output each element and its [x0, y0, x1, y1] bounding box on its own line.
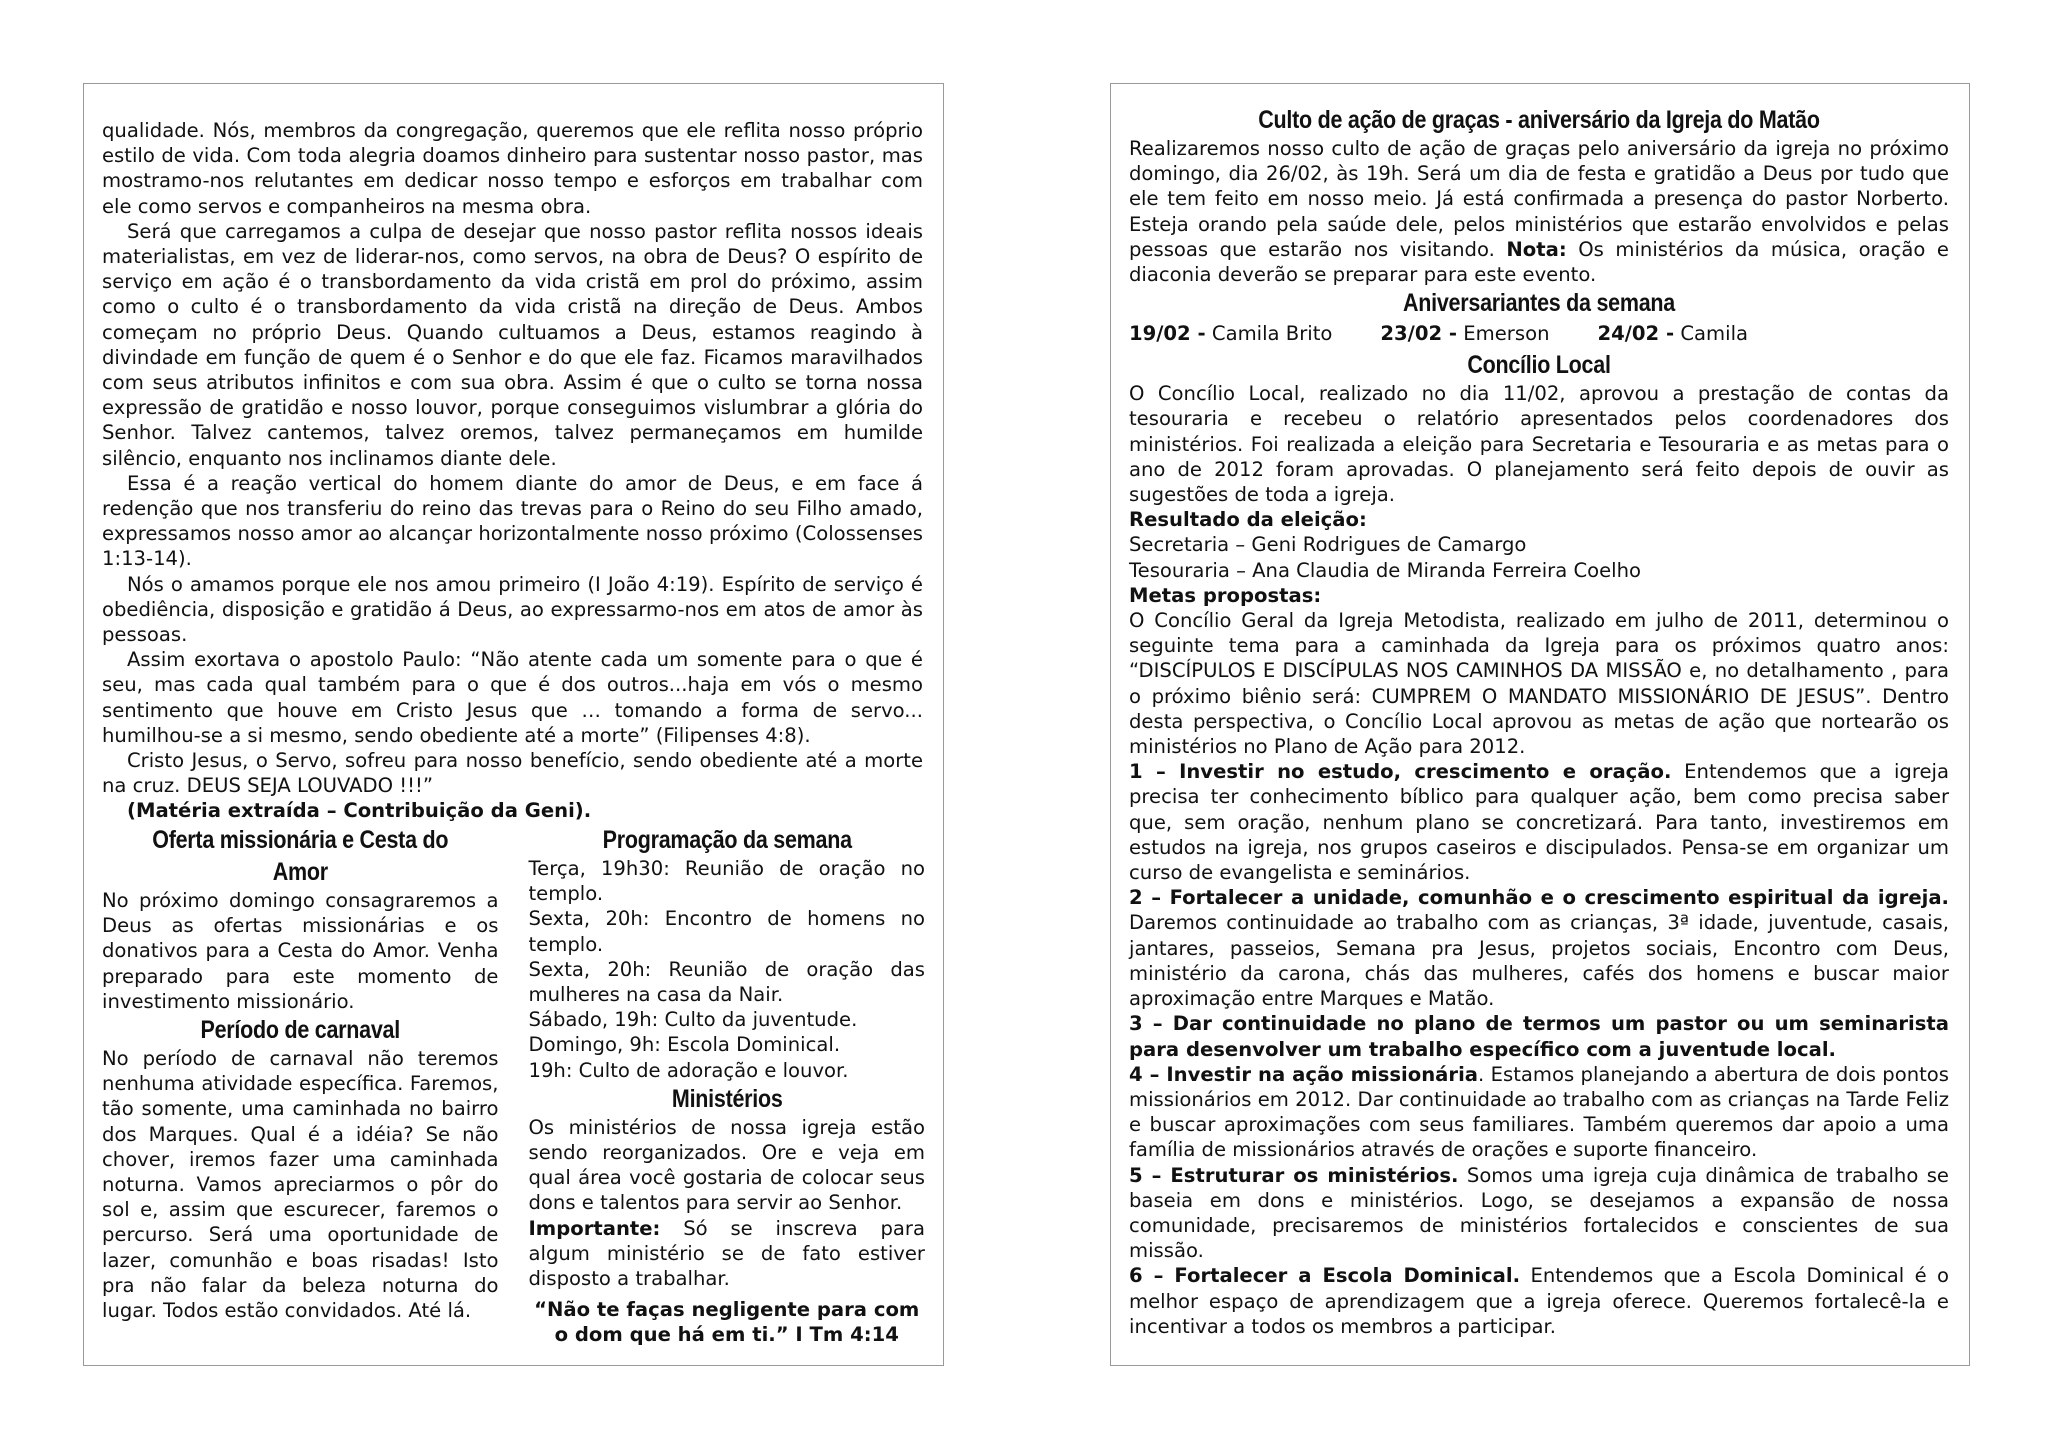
birthday-date: 24/02 -	[1597, 322, 1675, 346]
birthday-name: Emerson	[1457, 322, 1550, 346]
culto-text	[1129, 136, 1949, 287]
meta-text: Entendemos que a igreja precisa ter conhecimento bíblico para qualquer ação, bem como precisa saber que, sem oração, nenhum plano se concretizará. Para tanto, investiremos em estudos na igreja, nos grupos caseiros e discipulados. Pensa-se em organizar um curso de evangelista e seminários.	[1129, 760, 1949, 885]
meta-item	[1129, 1011, 1949, 1061]
culto-body: Realizaremos nosso culto de ação de graças pelo aniversário da igreja no próximo domingo, dia 26/02, às 19h. Será um dia de festa e gratidão a Deus por tudo que ele tem feito em nosso meio. Já está confirmada a presença do pastor Norberto. Esteja orando pela saúde dele, pelos ministérios que estarão envolvidos e pelas pessoas que estarão nos visitando.	[1129, 137, 1949, 261]
right-page	[1110, 83, 1970, 1366]
birthday-item	[1380, 321, 1549, 347]
meta-text: . Estamos planejando a abertura de dois pontos missionários em 2012. Dar continuidade ao trabalho com as crianças na Tarde Feliz e buscar aproximações com seus familiares. Também queremos dar apoio a uma família de missionários através de orações e suporte financeiro.	[1129, 1062, 1949, 1162]
meta-item	[1129, 1263, 1949, 1339]
oferta-text: No próximo domingo consagraremos a Deus as ofertas missionárias e os donativos para a Cesta do Amor. Venha preparado para este momento de investimento missionário.	[102, 889, 499, 1013]
secretaria: Secretaria – Geni Rodrigues de Camargo	[1129, 533, 1527, 557]
programacao-item: Terça, 19h30: Reunião de oração no templo.	[528, 857, 925, 906]
article-credit: (Matéria extraída – Contribuição da Geni).	[127, 799, 592, 823]
birthday-item	[1597, 321, 1748, 347]
article-paragraph: Será que carregamos a culpa de desejar que nosso pastor reflita nossos ideais materialistas, em vez de liderar-nos, como servos, na obra de Deus? O espírito de serviço em ação é o transbordamento da vida cristã em prol do próximo, assim como o culto é o transbordamento da vida cristã na direção de Deus. Ambos começam no próprio Deus. Quando cultuamos a Deus, estamos reagindo à divindade em função de quem é o Senhor e do que ele faz. Ficamos maravilhados com seus atributos infinitos e com sua obra. Assim é que o culto se torna nossa expressão de gratidão e nosso louvor, porque conseguimos vislumbrar a glória do Senhor. Talvez cantemos, talvez oremos, talvez permaneçamos em humilde silêncio, enquanto nos inclinamos diante dele.	[102, 219, 923, 470]
meta-title: 3 – Dar continuidade no plano de termos um pastor ou um seminarista para desenvolver um trabalho específico com a juventude local.	[1129, 1012, 1949, 1061]
meta-title: 6 – Fortalecer a Escola Dominical.	[1129, 1264, 1521, 1288]
birthday-name: Camila Brito	[1205, 322, 1333, 346]
meta-text: Entendemos que a Escola Dominical é o melhor espaço de aprendizagem que a igreja oferece. Queremos fortalecê-la e incentivar a todos os membros a participar.	[1129, 1264, 1950, 1338]
ministerios-title: Ministérios	[671, 1084, 783, 1113]
resultado-label: Resultado da eleição:	[1129, 508, 1367, 532]
programacao-item: Sexta, 20h: Reunião de oração das mulheres na casa da Nair.	[528, 957, 925, 1007]
article-paragraph: qualidade. Nós, membros da congregação, queremos que ele reflita nosso próprio estilo de vida. Com toda alegria doamos dinheiro para sustentar nosso pastor, mas mostramo-nos relutantes em dedicar nosso tempo e esforços em trabalhar com ele como servos e companheiros na mesma obra.	[102, 119, 923, 218]
nota-text: Os ministérios da música, oração e diaconia deverão se preparar para este evento.	[1129, 237, 1949, 287]
tesouraria: Tesouraria – Ana Claudia de Miranda Ferreira Coelho	[1129, 558, 1642, 582]
nota-label: Nota:	[1506, 237, 1567, 261]
right-content	[1129, 104, 1949, 1339]
programacao-item: 19h: Culto de adoração e louvor.	[528, 1058, 849, 1082]
left-page	[83, 83, 944, 1366]
programacao-title: Programação da semana	[602, 826, 852, 854]
birthday-list	[1129, 321, 1949, 347]
meta-item	[1129, 1062, 1949, 1163]
culto-title: Culto de ação de graças - aniversário da Igreja do Matão	[1258, 106, 1820, 134]
meta-item	[1129, 759, 1949, 885]
article-paragraph: Assim exortava o apostolo Paulo: “Não atente cada um somente para o que é seu, mas cada qual também para o que é dos outros...haja em vós o mesmo sentimento que houve em Cristo Jesus que … tomando a forma de servo... humilhou-se a si mesmo, sendo obediente até a morte” (Filipenses 4:8).	[102, 648, 923, 747]
birthday-name: Camila	[1674, 322, 1749, 346]
programacao-item: Sexta, 20h: Encontro de homens no templo.	[528, 907, 925, 956]
importante-text: Só se inscreva para algum ministério se de fato estiver disposto a trabalhar.	[528, 1216, 925, 1291]
birthday-item	[1129, 321, 1332, 347]
left-columns	[102, 824, 925, 1348]
birthday-date: 19/02 -	[1129, 322, 1206, 346]
programacao-item: Sábado, 19h: Culto da juventude.	[528, 1008, 858, 1032]
meta-title: 1 – Investir no estudo, crescimento e oração.	[1129, 760, 1672, 784]
article-paragraph: Essa é a reação vertical do homem diante do amor de Deus, e em face á redenção que nos transferiu do reino das trevas para o Reino do seu Filho amado, expressamos nosso amor ao alcançar horizontalmente nosso próximo (Colossenses 1:13-14).	[102, 471, 923, 571]
meta-text: Daremos continuidade ao trabalho com as crianças, 3ª idade, juventude, casais, jantares, passeios, Semana pra Jesus, projetos sociais, Encontro com Deus, ministério da carona, chás das mulheres, cafés dos homens e buscar maior aproximação entre Marques e Matão.	[1129, 911, 1949, 1011]
meta-title: 2 – Fortalecer a unidade, comunhão e o crescimento espiritual da igreja.	[1129, 886, 1949, 910]
bible-verse: “Não te faças negligente para com o dom que há em ti.” I Tm 4:14	[534, 1298, 920, 1347]
importante-label: Importante:	[528, 1216, 661, 1240]
left-article	[102, 118, 923, 824]
programacao-list	[529, 856, 926, 1083]
aniversariantes-title: Aniversariantes da semana	[1402, 289, 1676, 318]
meta-title: 5 – Estruturar os ministérios.	[1129, 1163, 1459, 1187]
carnaval-title: Período de carnaval	[200, 1016, 400, 1045]
concilio-text: O Concílio Local, realizado no dia 11/02, aprovou a prestação de contas da tesouraria e recebeu o relatório apresentados pelos coordenadores dos ministérios. Foi realizada a eleição para Secretaria e Tesouraria e as metas para o ano de 2012 foram aprovadas. O planejamento será feito depois de ouvir as sugestões de toda a igreja.	[1129, 382, 1949, 507]
meta-text: Somos uma igreja cuja dinâmica de trabalho se baseia em dons e ministérios. Logo, se desejamos a expansão de nossa comunidade, precisaremos de ministérios fortalecidos e conscientes de sua missão.	[1129, 1163, 1949, 1263]
carnaval-text: No período de carnaval não teremos nenhuma atividade específica. Faremos, tão somente, uma caminhada no bairro dos Marques. Qual é a idéia? Se não chover, iremos fazer uma caminhada noturna. Vamos apreciarmos o pôr do sol e, assim que escurecer, faremos o percurso. Será uma oportunidade de lazer, comunhão e boas risadas! Isto pra não falar da beleza noturna do lugar. Todos estão convidados. Até lá.	[102, 1047, 499, 1323]
ministerios-text: Os ministérios de nossa igreja estão sendo reorganizados. Ore e veja em qual área você gostaria de colocar seus dons e talentos para servir ao Senhor.	[528, 1115, 925, 1215]
importante-note	[529, 1216, 926, 1292]
meta-item	[1129, 1163, 1949, 1264]
meta-item	[1129, 885, 1949, 1011]
metas-intro: O Concílio Geral da Igreja Metodista, realizado em julho de 2011, determinou o seguinte tema para a caminhada da Igreja para os próximos quatro anos: “DISCÍPULOS E DISCÍPULAS NOS CAMINHOS DA MISSÃO e, no detalhamento , para o próximo biênio será: CUMPREM O MANDATO MISSIONÁRIO DE JESUS”. Dentro desta perspectiva, o Concílio Local aprovou as metas de ação que nortearão os ministérios no Plano de Ação para 2012.	[1129, 609, 1949, 759]
birthday-date: 23/02 -	[1380, 322, 1458, 346]
programacao-item: Domingo, 9h: Escola Dominical.	[528, 1033, 841, 1057]
left-column-1	[102, 824, 499, 1348]
left-column-2	[529, 824, 926, 1348]
meta-title: 4 – Investir na ação missionária	[1129, 1062, 1479, 1086]
article-paragraph: Nós o amamos porque ele nos amou primeiro (I João 4:19). Espírito de serviço é obediência, disposição e gratidão á Deus, ao expressarmo-nos em atos de amor às pessoas.	[102, 572, 923, 647]
oferta-title: Oferta missionária e Cesta do Amor	[152, 826, 449, 886]
concilio-title: Concílio Local	[1467, 351, 1611, 380]
article-paragraph: Cristo Jesus, o Servo, sofreu para nosso benefício, sendo obediente até a morte na cruz. DEUS SEJA LOUVADO !!!”	[102, 749, 923, 798]
metas-label: Metas propostas:	[1129, 583, 1322, 607]
